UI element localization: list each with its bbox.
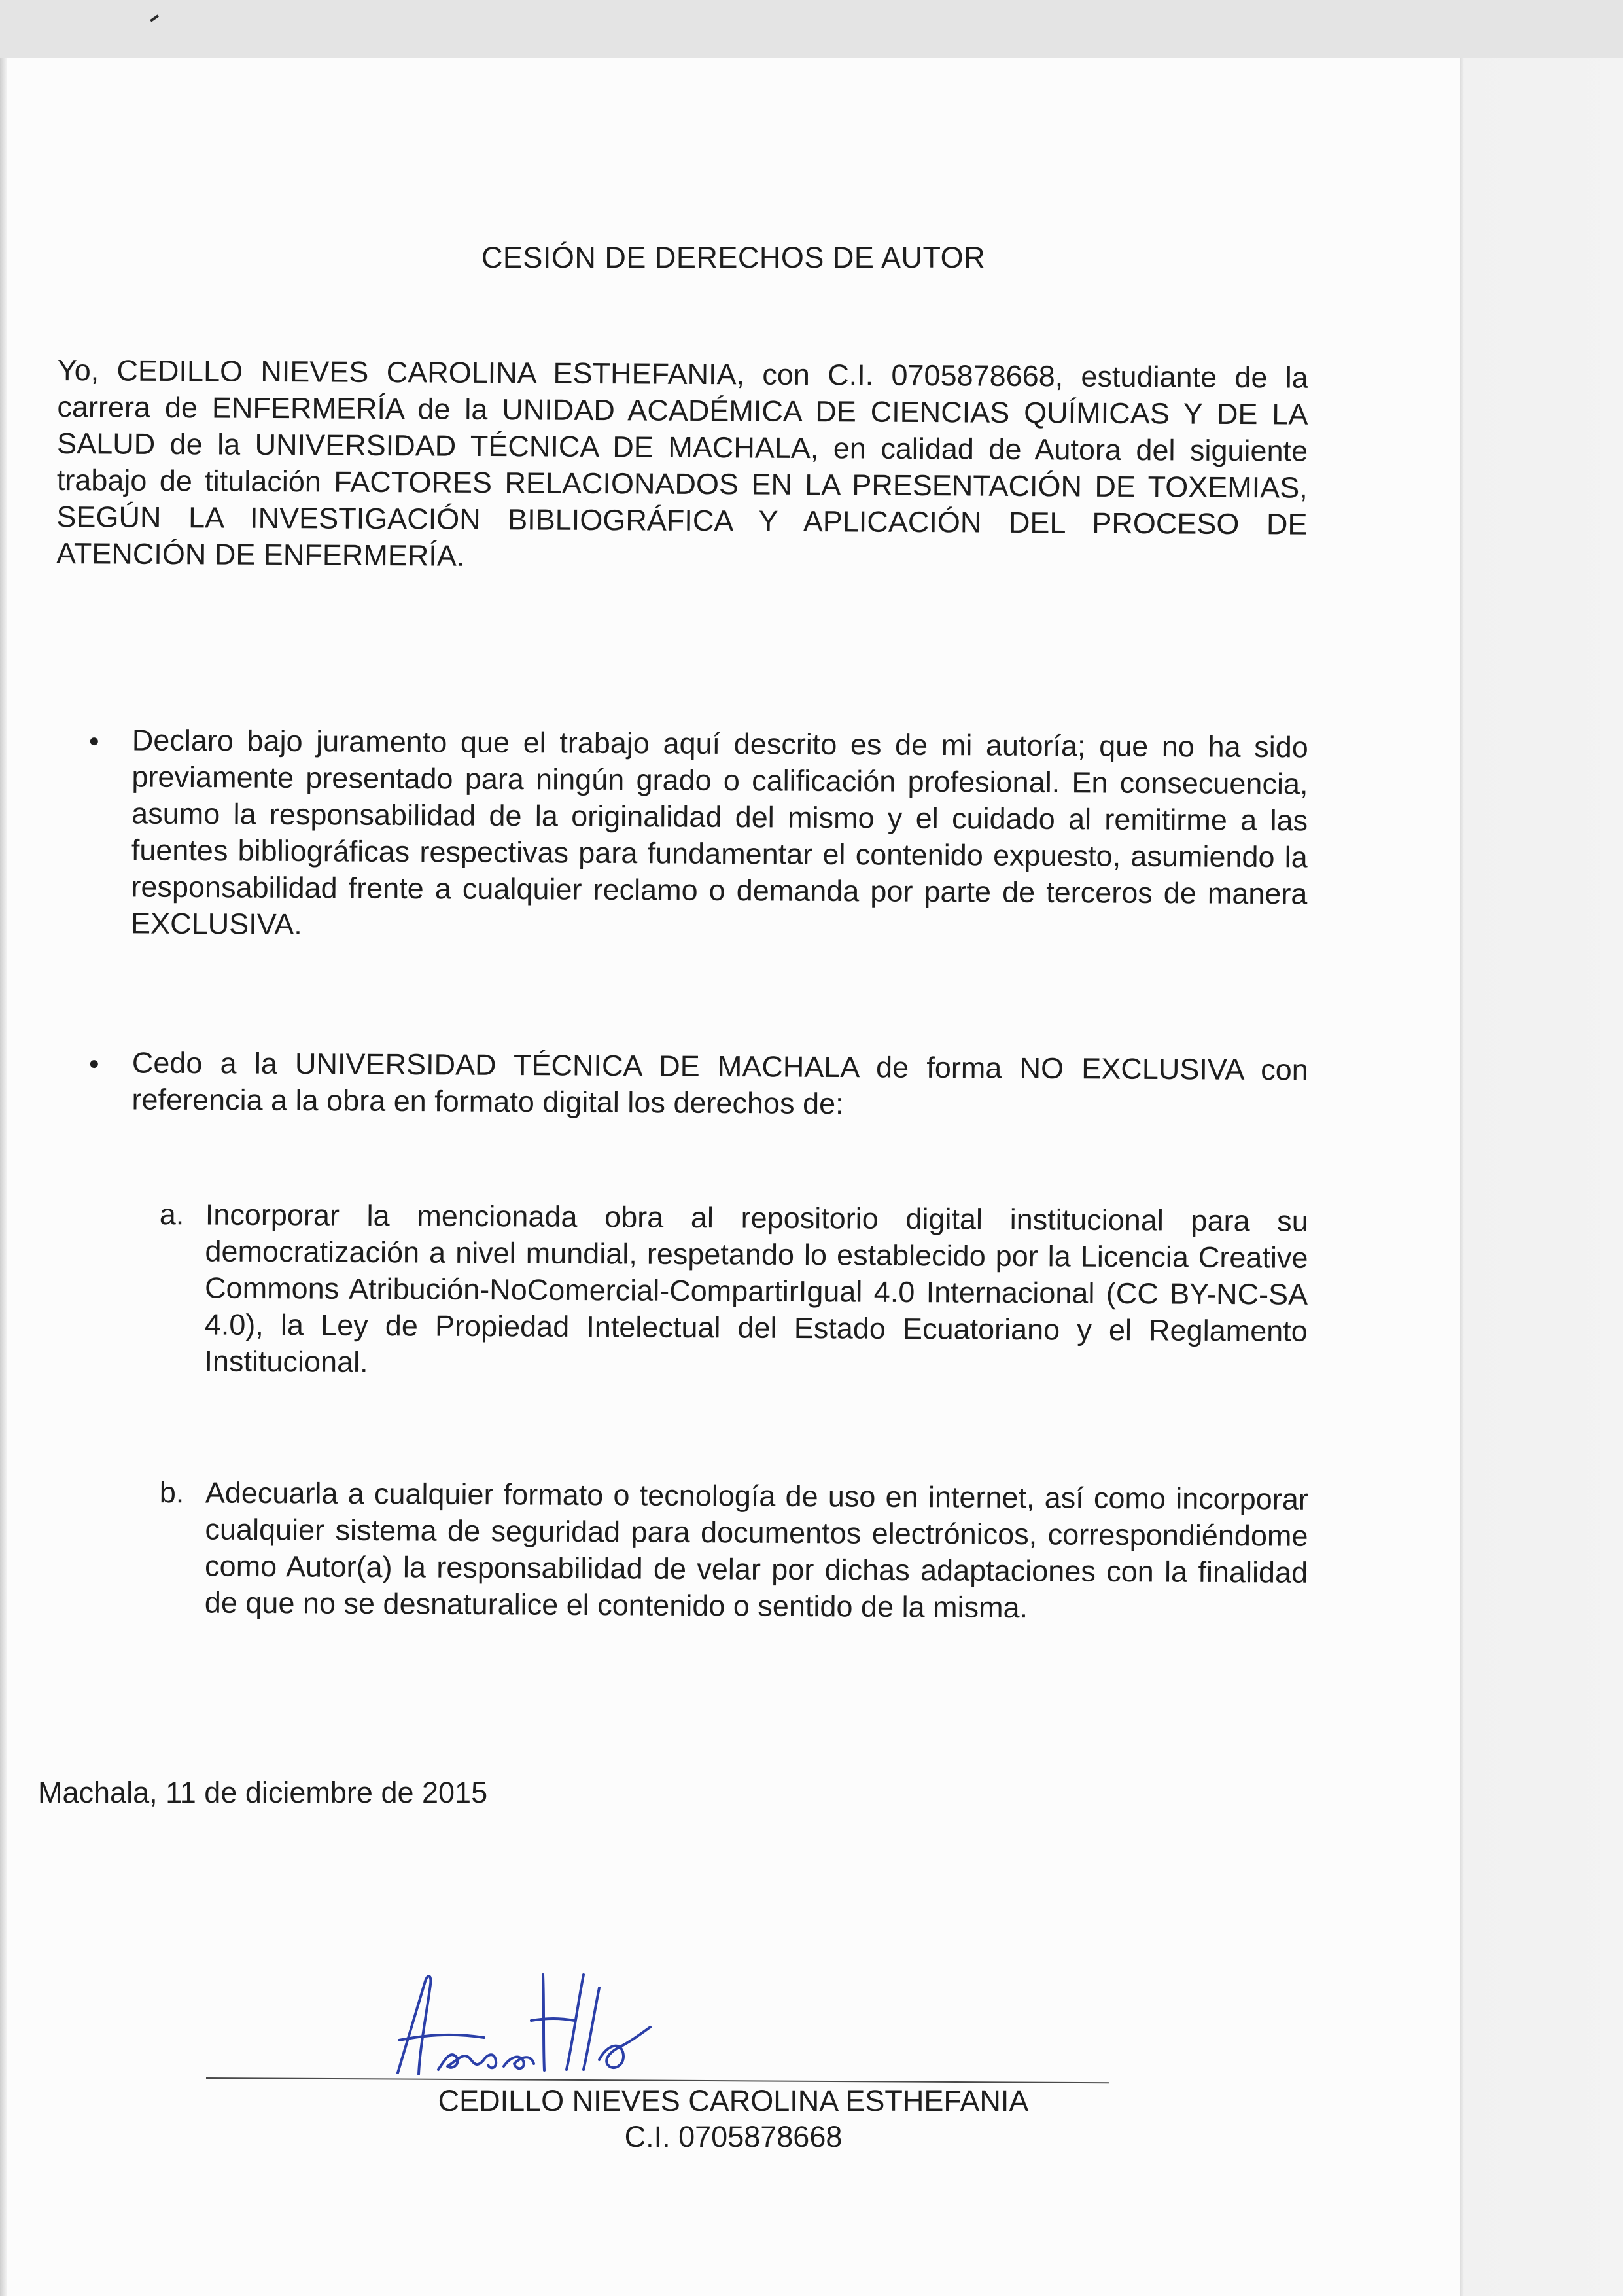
- declaration-text: Declaro bajo juramento que el trabajo aquí descrito es de mi autoría; que no ha sido previamente presentado para ningún grado o calificación profesional. En consecuencia, asumo la responsabilidad de la originalidad del mismo y el cuidado al remitirme a las fuentes bibliográficas respectivas para fundamentar el contenido expuesto, asumiendo la responsabilidad frente a cualquier reclamo o demanda por parte de terceros de manera EXCLUSIVA.: [130, 723, 1308, 942]
- document-title: CESIÓN DE DERECHOS DE AUTOR: [481, 241, 986, 274]
- right-a-text: Incorporar la mencionada obra al repositorio digital institucional para su democratización a nivel mundial, respetando lo establecido por la Licencia Creative Commons Atribución-NoComercial-CompartirIgual 4.0 Internacional (CC BY-NC-SA 4.0), la Ley de Propiedad Intelectual del Estado Ecuatoriano y el Reglamento Institucional.: [204, 1197, 1308, 1379]
- list-item: [150, 1196, 1308, 1386]
- list-marker: a.: [159, 1197, 184, 1231]
- list-marker: b.: [159, 1475, 184, 1510]
- bullet-icon: [90, 737, 98, 745]
- right-b-text: Adecuarla a cualquier formato o tecnología de uso en internet, así como incorporar cualquier sistema de seguridad para documentos electrónicos, correspondiéndome como Autor(a) la responsabilidad de velar por dichas adaptaciones con la finalidad de que no se desnaturalice el contenido o sentido de la misma.: [204, 1475, 1308, 1625]
- scan-top-margin: [0, 0, 1623, 58]
- list-item: [151, 1474, 1308, 1628]
- scan-left-edge: [0, 58, 7, 2296]
- place-date: Machala, 11 de diciembre de 2015: [38, 1776, 488, 1809]
- list-item: [84, 1044, 1308, 1125]
- list-item: [84, 722, 1308, 949]
- scan-right-edge: [1460, 58, 1623, 2296]
- bullet-icon: [90, 1060, 98, 1068]
- handwritten-signature: [379, 1935, 680, 2086]
- signer-id: C.I. 0705878668: [624, 2120, 843, 2153]
- intro-paragraph: Yo, CEDILLO NIEVES CAROLINA ESTHEFANIA, con C.I. 0705878668, estudiante de la carrera de ENFERMERÍA de la UNIDAD ACADÉMICA DE CIENCIAS QUÍMICAS Y DE LA SALUD de la UNIVERSIDAD TÉCNICA DE MACHALA, en calidad de Autora del siguiente trabajo de titulación FACTORES RELACIONADOS EN LA PRESENTACIÓN DE TOXEMIAS, SEGÚN LA INVESTIGACIÓN BIBLIOGRÁFICA Y APLICACIÓN DEL PROCESO DE ATENCIÓN DE ENFERMERÍA.: [56, 353, 1308, 573]
- cession-text: Cedo a la UNIVERSIDAD TÉCNICA DE MACHALA de forma NO EXCLUSIVA con referencia a la obra en formato digital los derechos de:: [131, 1046, 1308, 1121]
- signer-name: CEDILLO NIEVES CAROLINA ESTHEFANIA: [438, 2084, 1029, 2117]
- document-page: [7, 58, 1460, 2296]
